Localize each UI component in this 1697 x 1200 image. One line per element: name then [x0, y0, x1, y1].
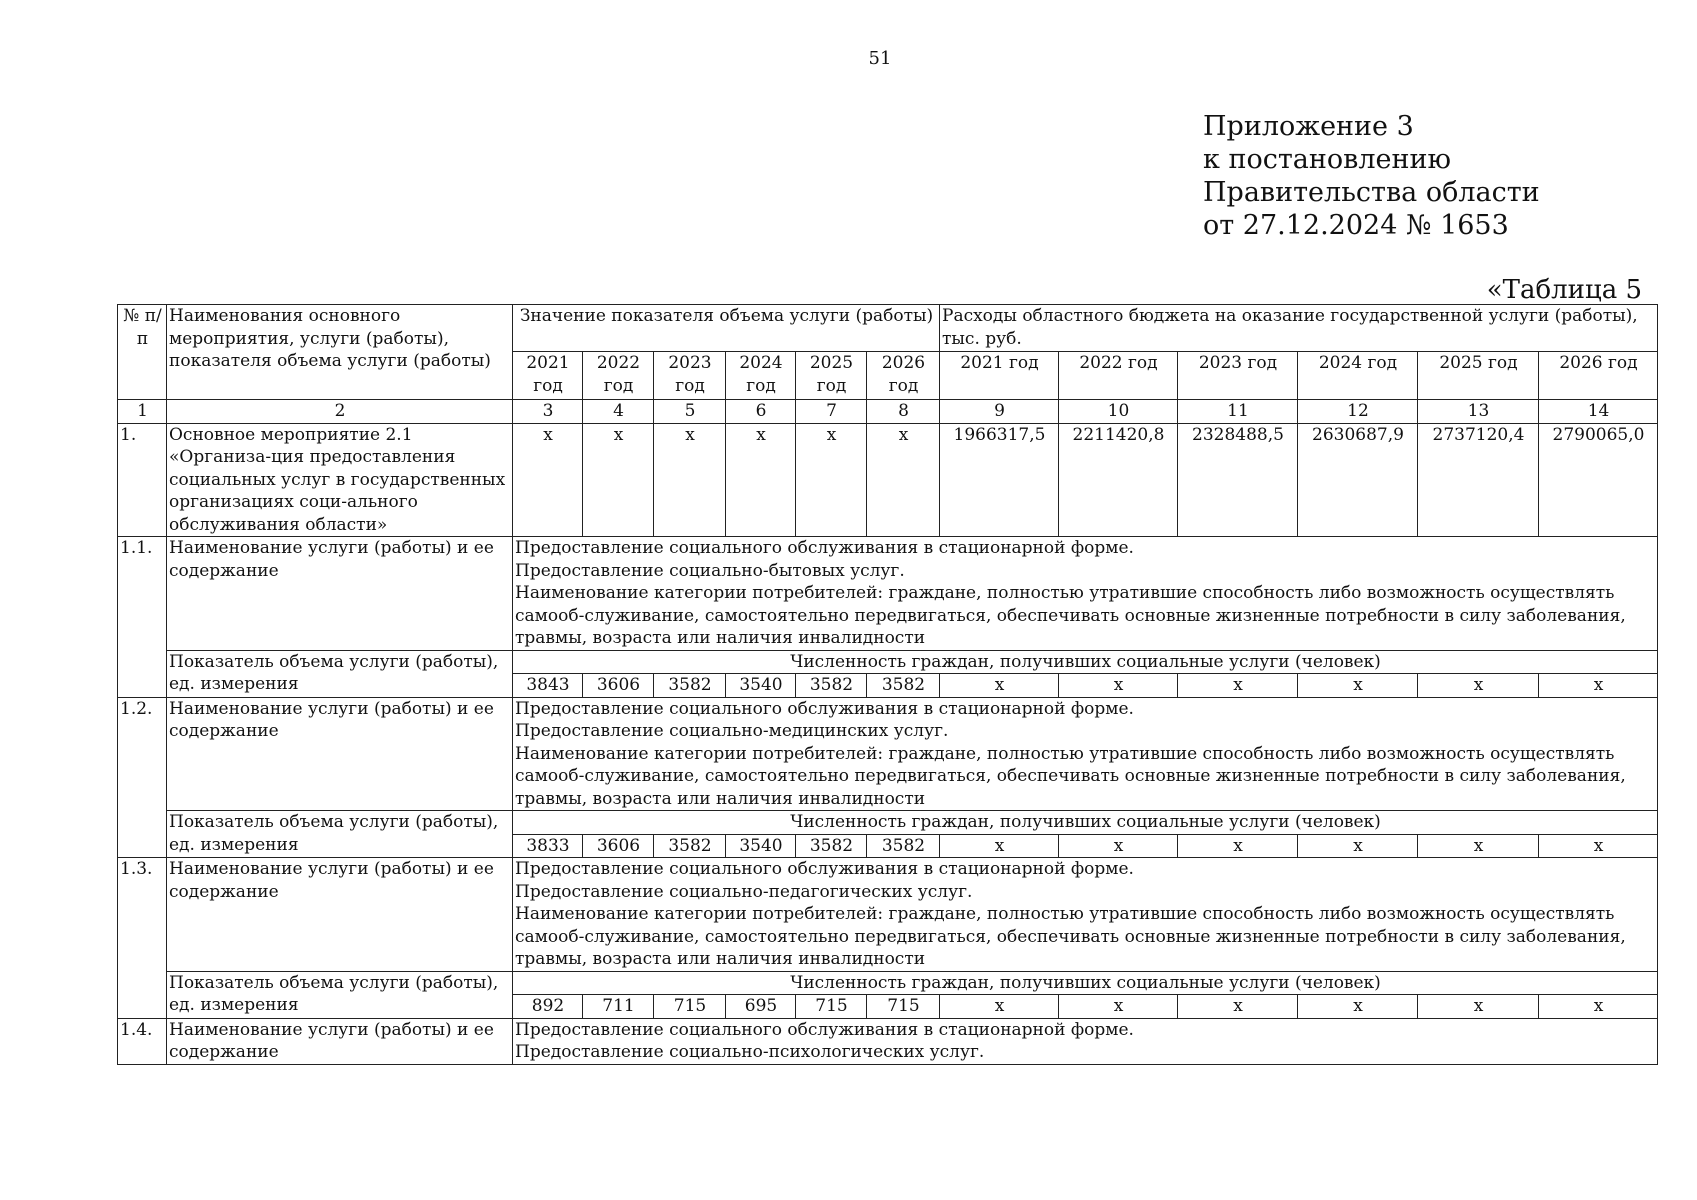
page-number: 51 — [868, 48, 892, 69]
value-cell: х — [1539, 995, 1658, 1019]
value-cell: х — [1418, 995, 1539, 1019]
service-desc-line: Предоставление социального обслуживания в стационарной форме. — [515, 1019, 1134, 1040]
value-cell: х — [1418, 674, 1539, 698]
value-cell: х — [940, 674, 1059, 698]
header-volume-year: 2024 год — [726, 352, 796, 400]
expense-cell: 2790065,0 — [1539, 423, 1658, 537]
expense-cell: 2737120,4 — [1418, 423, 1539, 537]
appendix-line-2: к постановлению — [1203, 144, 1451, 175]
header-volume-year: 2021 год — [513, 352, 583, 400]
service-label: Наименование услуги (работы) и ее содержание — [167, 1018, 513, 1064]
expense-cell: 2630687,9 — [1298, 423, 1418, 537]
header-expense-year: 2023 год — [1178, 352, 1298, 400]
column-number: 2 — [167, 400, 513, 424]
service-desc-line: Наименование категории потребителей: граждане, полностью утратившие способность либо возможность осуществлять самооб-служивание, самостоятельно передвигаться, обеспечивать основные жизненные потребности в силу заболевания, травмы, возраста или наличия инвалидности — [515, 743, 1626, 809]
service-description — [513, 858, 1658, 972]
value-cell: х — [1178, 834, 1298, 858]
row-number: 1.3. — [118, 858, 167, 1019]
value-cell: 3582 — [654, 674, 726, 698]
value-cell: х — [1539, 834, 1658, 858]
volume-cell: х — [583, 423, 654, 537]
main-event-name: Основное мероприятие 2.1 «Организа-ция предоставления социальных услуг в государственных организациях соци-ального обслуживания области» — [167, 423, 513, 537]
column-number: 13 — [1418, 400, 1539, 424]
column-number: 10 — [1059, 400, 1178, 424]
value-cell: 715 — [867, 995, 940, 1019]
row-number: 1.1. — [118, 537, 167, 698]
column-number: 3 — [513, 400, 583, 424]
header-expense-year: 2022 год — [1059, 352, 1178, 400]
value-cell: 3582 — [867, 834, 940, 858]
indicator-label: Показатель объема услуги (работы), ед. измерения — [167, 650, 513, 697]
service-desc-line: Предоставление социально-психологических услуг. — [515, 1042, 985, 1062]
value-cell: 695 — [726, 995, 796, 1019]
column-number: 4 — [583, 400, 654, 424]
appendix-line-3: Правительства области — [1203, 177, 1540, 208]
header-expense-year: 2021 год — [940, 352, 1059, 400]
row-number: 1. — [118, 423, 167, 537]
column-number: 7 — [796, 400, 867, 424]
service-desc-line: Предоставление социально-педагогических услуг. — [515, 881, 973, 902]
value-cell: х — [940, 995, 1059, 1019]
value-cell: 3582 — [796, 674, 867, 698]
column-number: 8 — [867, 400, 940, 424]
value-cell: 3843 — [513, 674, 583, 698]
header-name: Наименования основного мероприятия, услуги (работы), показателя объема услуги (работы) — [167, 305, 513, 400]
volume-cell: х — [796, 423, 867, 537]
column-number: 1 — [118, 400, 167, 424]
service-row — [118, 697, 1658, 811]
value-cell: 3540 — [726, 834, 796, 858]
header-expense-year: 2025 год — [1418, 352, 1539, 400]
service-desc-line: Предоставление социально-бытовых услуг. — [515, 560, 905, 581]
service-label: Наименование услуги (работы) и ее содержание — [167, 697, 513, 811]
header-volume-year: 2023 год — [654, 352, 726, 400]
header-expense-group: Расходы областного бюджета на оказание государственной услуги (работы), тыс. руб. — [940, 305, 1658, 352]
service-description — [513, 537, 1658, 651]
header-volume-group: Значение показателя объема услуги (работы) — [513, 305, 940, 352]
header-expense-year: 2026 год — [1539, 352, 1658, 400]
header-volume-year: 2025 год — [796, 352, 867, 400]
column-number: 11 — [1178, 400, 1298, 424]
service-row — [118, 1018, 1658, 1064]
expense-cell: 2328488,5 — [1178, 423, 1298, 537]
column-number: 6 — [726, 400, 796, 424]
header-volume-year: 2026 год — [867, 352, 940, 400]
value-cell: 3606 — [583, 674, 654, 698]
value-cell: 711 — [583, 995, 654, 1019]
indicator-title-row — [118, 650, 1658, 674]
value-cell: 3582 — [654, 834, 726, 858]
column-number: 14 — [1539, 400, 1658, 424]
value-cell: х — [1178, 674, 1298, 698]
indicator-label: Показатель объема услуги (работы), ед. измерения — [167, 971, 513, 1018]
value-cell: х — [940, 834, 1059, 858]
indicator-title-row — [118, 971, 1658, 995]
value-cell: 3582 — [796, 834, 867, 858]
value-cell: х — [1418, 834, 1539, 858]
value-cell: х — [1059, 674, 1178, 698]
value-cell: 3582 — [867, 674, 940, 698]
value-cell: х — [1539, 674, 1658, 698]
value-cell: х — [1059, 834, 1178, 858]
volume-cell: х — [726, 423, 796, 537]
appendix-line-4: от 27.12.2024 № 1653 — [1203, 210, 1509, 241]
service-desc-line: Наименование категории потребителей: граждане, полностью утратившие способность либо возможность осуществлять самооб-служивание, самостоятельно передвигаться, обеспечивать основные жизненные потребности в силу заболевания, травмы, возраста или наличия инвалидности — [515, 904, 1626, 969]
header-num: № п/п — [118, 305, 167, 400]
value-cell: 3606 — [583, 834, 654, 858]
table-caption: «Таблица 5 — [1486, 275, 1642, 305]
indicator-title: Численность граждан, получивших социальные услуги (человек) — [513, 650, 1658, 674]
value-cell: 892 — [513, 995, 583, 1019]
service-description — [513, 1018, 1658, 1064]
service-description — [513, 697, 1658, 811]
service-desc-line: Предоставление социально-медицинских услуг. — [515, 721, 949, 741]
row-number: 1.4. — [118, 1018, 167, 1064]
header-row-1 — [118, 305, 1658, 352]
value-cell: х — [1059, 995, 1178, 1019]
header-expense-year: 2024 год — [1298, 352, 1418, 400]
service-label: Наименование услуги (работы) и ее содержание — [167, 537, 513, 651]
value-cell: 3833 — [513, 834, 583, 858]
indicator-title: Численность граждан, получивших социальные услуги (человек) — [513, 971, 1658, 995]
header-volume-year: 2022 год — [583, 352, 654, 400]
value-cell: х — [1298, 995, 1418, 1019]
service-desc-line: Предоставление социального обслуживания в стационарной форме. — [515, 698, 1134, 719]
value-cell: 715 — [796, 995, 867, 1019]
expense-cell: 2211420,8 — [1059, 423, 1178, 537]
row-number: 1.2. — [118, 697, 167, 858]
service-desc-line: Наименование категории потребителей: граждане, полностью утратившие способность либо возможность осуществлять самооб-служивание, самостоятельно передвигаться, обеспечивать основные жизненные потребности в силу заболевания, травмы, возраста или наличия инвалидности — [515, 583, 1626, 648]
volume-cell: х — [513, 423, 583, 537]
value-cell: 3540 — [726, 674, 796, 698]
service-desc-line: Предоставление социального обслуживания в стационарной форме. — [515, 538, 1134, 558]
column-numbers-row — [118, 400, 1658, 424]
service-desc-line: Предоставление социального обслуживания в стационарной форме. — [515, 859, 1134, 879]
indicator-label: Показатель объема услуги (работы), ед. измерения — [167, 811, 513, 858]
service-row — [118, 858, 1658, 972]
column-number: 9 — [940, 400, 1059, 424]
indicator-title-row — [118, 811, 1658, 835]
value-cell: х — [1178, 995, 1298, 1019]
expense-cell: 1966317,5 — [940, 423, 1059, 537]
appendix-line-1: Приложение 3 — [1203, 111, 1414, 142]
main-event-row — [118, 423, 1658, 537]
column-number: 12 — [1298, 400, 1418, 424]
value-cell: 715 — [654, 995, 726, 1019]
appendix-block — [1203, 110, 1540, 242]
volume-cell: х — [867, 423, 940, 537]
volume-cell: х — [654, 423, 726, 537]
indicator-title: Численность граждан, получивших социальные услуги (человек) — [513, 811, 1658, 835]
value-cell: х — [1298, 834, 1418, 858]
column-number: 5 — [654, 400, 726, 424]
service-label: Наименование услуги (работы) и ее содержание — [167, 858, 513, 972]
budget-table — [117, 304, 1658, 1065]
value-cell: х — [1298, 674, 1418, 698]
service-row — [118, 537, 1658, 651]
